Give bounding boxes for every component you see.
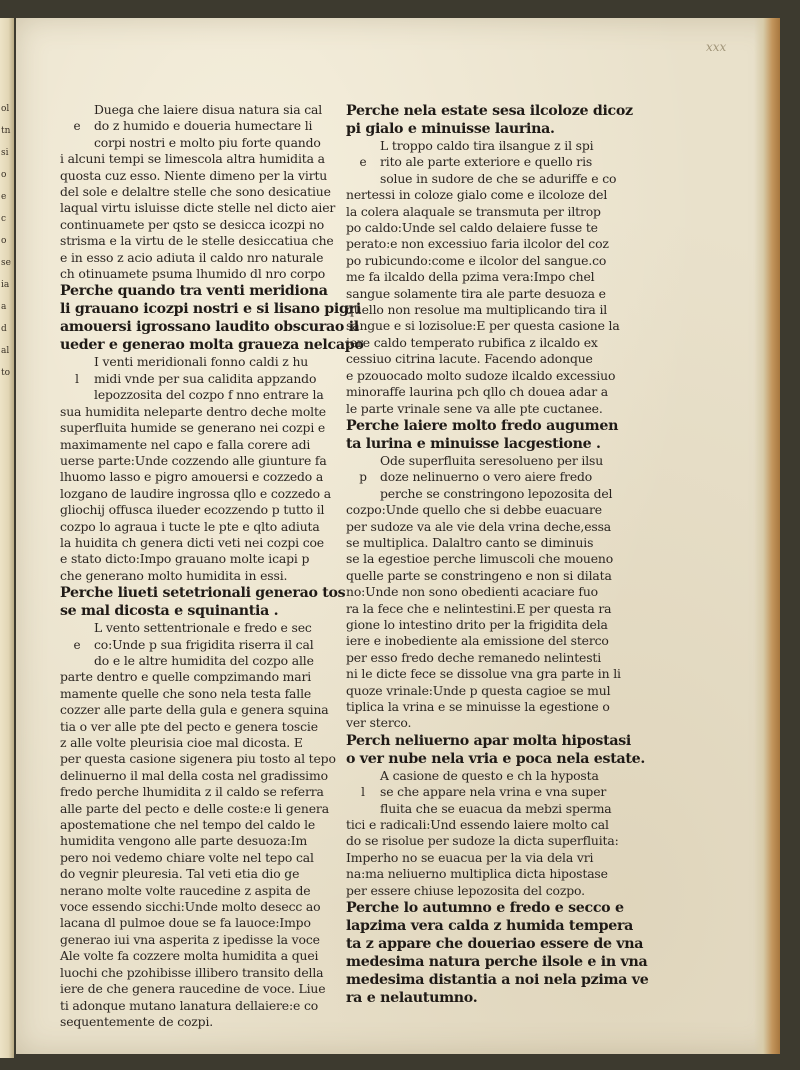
initial-letters [60, 354, 94, 403]
text-line: del sole e delaltre stelle che sono desicatiue [60, 184, 331, 200]
initial-letter [60, 387, 94, 403]
text-line: pero noi vedemo chiare volte nel tepo cal [60, 849, 314, 865]
folio-number: xxx [706, 40, 727, 54]
chapter-heading: pi gialo e minuisse laurina. [346, 121, 555, 137]
text-line: e pzouocado molto sudoze ilcaldo excessiuo [346, 367, 616, 383]
text-line: Imperho no se euacua per la via dela vri [346, 849, 594, 865]
chapter-heading: Perche nela estate sesa ilcoloze dicoz [346, 103, 633, 119]
text-line: e stato dicto:Impo grauano molte icapi p [60, 551, 310, 567]
text-line: sangue e si lozisolue:E per questa casione la [346, 318, 620, 334]
chapter-heading: ra e nelautumno. [346, 990, 478, 1007]
text-line: che generano molto humidita in essi. [60, 567, 288, 583]
text-line: sequentemente de cozpi. [60, 1013, 214, 1029]
text-line: per essere chiuse lepozosita del cozpo. [346, 882, 585, 898]
initial-letter [346, 801, 380, 817]
text-line: no:Unde non sono obedienti acaciare fuo [346, 584, 598, 600]
chapter-heading: se mal dicosta e squinantia . [60, 603, 279, 620]
text-line: delinuerno il mal della costa nel gradissimo [60, 767, 328, 783]
text-line: perche se constringono lepozosita del [380, 485, 613, 501]
text-line: cessiuo citrina lacute. Facendo adonque [346, 351, 593, 367]
text-line: luochi che pzohibisse illibero transito della [60, 964, 324, 980]
initial-letters [60, 620, 94, 669]
text-line: tiplica la vrina e se minuisse la egestione o [346, 699, 610, 714]
text-line: cozzer alle parte della gula e genera squina [60, 702, 329, 718]
initial-block [346, 452, 613, 502]
initial-letter [346, 171, 380, 187]
text-line: quoze vrinale:Unde p questa cagioe se mul [346, 682, 611, 698]
text-line: ni le dicte fece se dissolue vna gra parte in li [346, 666, 621, 682]
text-line: per questa casione sigenera piu tosto al tepo [60, 751, 336, 767]
text-line: tici e radicali:Und essendo laiere molto cal [346, 817, 609, 833]
text-line: z alle volte pleurisia cioe mal dicosta. E [60, 735, 303, 750]
initial-letter: l [75, 371, 79, 386]
text-line: ti adonque mutano lanatura dellaiere:e co [60, 997, 319, 1013]
text-line: do z humido e doueria humectare li [94, 118, 313, 134]
text-line: iere e inobediente ala emissione del sterco [346, 633, 609, 649]
text-line: doze nelinuerno o vero aiere fredo [380, 469, 593, 485]
initial-letter [60, 102, 94, 118]
text-line: lepozzosita del cozpo f nno entrare la [94, 387, 324, 403]
text-line: voce essendo sicchi:Unde molto desecc ao [60, 899, 321, 915]
initial-letter [60, 354, 94, 370]
text-line: per sudoze va ale vie dela vrina deche,essa [346, 518, 612, 534]
text-line: fredo perche lhumidita z il caldo se referra [60, 784, 324, 800]
initial-letter: l [361, 785, 365, 800]
text-line: per esso fredo deche remanedo nelintesti [346, 649, 602, 665]
chapter-heading: ta z appare che doueriao essere de vna [346, 936, 644, 953]
manuscript-page [16, 18, 780, 1054]
chapter-heading: Perche lo autumno e fredo e secco e [346, 900, 624, 917]
initial-letters [346, 768, 380, 817]
chapter-heading: medesima natura perche ilsole e in vna [346, 954, 648, 971]
text-line: cozpo:Unde quello che si debbe euacuare [346, 502, 602, 518]
text-line: quelle parte se constringeno e non si dilata [346, 567, 612, 583]
text-line: Ale volte fa cozzere molta humidita a quei [60, 948, 319, 964]
text-line: A casione de questo e ch la hyposta [380, 767, 599, 783]
initial-letters [60, 102, 94, 151]
initial-letter: e [73, 119, 81, 134]
initial-letter [346, 486, 380, 502]
text-line: laqual virtu isluisse dicte stelle nel dicto aier [60, 200, 336, 216]
text-line: la huidita ch genera dicti veti nei cozpi coe [60, 534, 324, 550]
initial-letter [346, 453, 380, 469]
text-line: co:Unde p sua frigidita riserra il cal [94, 636, 314, 652]
chapter-heading: Perch neliuerno apar molta hipostasi [346, 732, 632, 749]
text-line: Ode superfluita seresolueno per ilsu [380, 452, 604, 468]
text-line: I venti meridionali fonno caldi z hu [94, 354, 309, 370]
text-line: superfluita humide se generano nei cozpi e [60, 420, 326, 436]
text-line: do vegnir pleuresia. Tal veti etia dio ge [60, 866, 300, 882]
text-line: uerse parte:Unde cozzendo alle giunture fa [60, 452, 327, 468]
chapter-heading: o ver nube nela vria e poca nela estate. [346, 750, 645, 767]
text-line: fluita che se euacua da mebzi sperma [380, 800, 612, 816]
text-line: po rubicundo:come e ilcolor del sangue.co [346, 252, 607, 268]
text-line: se multiplica. Dalaltro canto se diminuis [346, 534, 594, 550]
initial-letter [60, 653, 94, 669]
text-line: strisma e la virtu de le stelle desiccatiua che [60, 233, 334, 249]
text-line: ver sterco. [346, 715, 412, 731]
text-line: lacana dl pulmoe doue se fa lauoce:Impo [60, 915, 311, 931]
text-line: lhuomo lasso e pigro amouersi e cozzedo a [60, 469, 324, 485]
text-line: le parte vrinale sene va alle pte cuctanee. [346, 400, 603, 416]
chapter-heading: ueder e generao molta graueza nelcapo [60, 337, 364, 354]
text-line: iere de che genera raucedine de voce. Liue [60, 981, 326, 997]
text-line: sangue solamente tira ale parte desuoza e [346, 285, 606, 301]
text-line: maximamente nel capo e falla corere adi [60, 436, 311, 452]
text-line: L vento settentrionale e fredo e sec [94, 620, 312, 636]
initial-letters [346, 138, 380, 187]
text-line: na:ma neliuerno multiplica dicta hipostase [346, 866, 608, 882]
text-line: do se risolue per sudoze la dicta superfluita: [346, 833, 619, 849]
text-line: se che appare nela vrina e vna super [380, 784, 607, 800]
left-column [60, 102, 364, 1030]
page-right-edge [754, 18, 780, 1054]
text-line: Duega che laiere disua natura sia cal [94, 102, 323, 117]
text-line: i alcuni tempi se limescola altra humidita a [60, 151, 325, 167]
initial-letter: e [359, 155, 367, 170]
text-line: nerano molte volte raucedine z aspita de [60, 882, 311, 898]
text-line: po caldo:Unde sel caldo delaiere fusse te [346, 220, 598, 236]
initial-letter: e [73, 637, 81, 652]
text-line: humidita vengono alle parte desuoza:Im [60, 833, 308, 849]
text-line: midi vnde per sua calidita appzando [94, 370, 317, 386]
chapter-heading: amouersi igrossano laudito obscurao il [60, 319, 359, 336]
text-line: rito ale parte exteriore e quello ris [380, 154, 593, 170]
text-line: alle parte del pecto e delle coste:e li genera [60, 800, 329, 816]
text-line: cozpo lo agraua i tucte le pte e qlto adiuta [60, 518, 320, 534]
initial-block [346, 768, 610, 817]
chapter-heading: Perche laiere molto fredo augumen [346, 417, 619, 434]
text-line: quosta cuz esso. Niente dimeno per la virtu [60, 167, 328, 183]
text-line: gione lo intestino drito per la frigidita dela [346, 616, 608, 632]
text-line: quello non resolue ma multiplicando tira il [346, 302, 608, 318]
text-line: me fa ilcaldo della pzima vera:Impo chel [346, 269, 595, 285]
text-line: minoraffe laurina pch qllo ch douea adar a [346, 384, 609, 400]
chapter-heading: Perche liueti setetrionali generao tos [60, 585, 346, 602]
text-line: perato:e non excessiuo faria ilcolor del coz [346, 236, 609, 252]
text-line: se la egestioe perche limuscoli che moueno [346, 551, 614, 567]
initial-block [346, 138, 617, 187]
text-line: gliochij offusca ilueder ecozzendo p tutto il [60, 502, 325, 518]
text-line: ch otinuamete psuma lhumido dl nro corpo [60, 266, 326, 282]
text-line: sua humidita neleparte dentro deche molte [60, 403, 326, 419]
text-line: nertessi in coloze gialo come e ilcoloze del [346, 187, 608, 203]
chapter-heading: lapzima vera calda z humida tempera [346, 918, 634, 935]
text-line: e in esso z acio adiuta il caldo nro naturale [60, 249, 324, 265]
text-line: do e le altre humidita del cozpo alle [94, 652, 314, 668]
initial-letter: p [359, 470, 367, 485]
chapter-heading: Perche quando tra venti meridiona [60, 283, 328, 300]
text-line: apostematione che nel tempo del caldo le [60, 817, 316, 833]
initial-block [60, 354, 322, 403]
chapter-heading: li grauano icozpi nostri e si lisano pigri [60, 301, 361, 318]
initial-letter [346, 138, 380, 154]
initial-letter [60, 135, 94, 151]
initial-letters [346, 453, 380, 502]
text-line: parte dentro e quelle compzimando mari [60, 669, 312, 685]
text-line: ra la fece che e nelintestini.E per questa ra [346, 600, 612, 616]
facing-page-edge [0, 18, 14, 1058]
text-line: generao iui vna asperita z ipedisse la voce [60, 931, 320, 947]
text-line: la colera alaquale se transmuta per iltrop [346, 203, 601, 219]
text-line: iere caldo temperato rubifica z ilcaldo ex [346, 334, 598, 350]
chapter-heading: medesima distantia a noi nela pzima ve [346, 972, 649, 989]
text-line: tia o ver alle pte del pecto e genera toscie [60, 718, 318, 734]
text-line: L troppo caldo tira ilsangue z il spi [380, 138, 594, 153]
text-line: corpi nostri e molto piu forte quando [94, 134, 321, 150]
text-line: lozgano de laudire ingrossa qllo e cozzedo a [60, 485, 332, 501]
facing-page-fragment: oltnsioecoseiaadalto [1, 104, 11, 378]
initial-block [60, 620, 322, 669]
text-line: solue in sudore de che se aduriffe e co [380, 170, 617, 186]
right-column [346, 102, 649, 1007]
initial-block [60, 102, 322, 151]
chapter-heading: ta lurina e minuisse lacgestione . [346, 435, 601, 452]
initial-letter [60, 620, 94, 636]
initial-letter [346, 768, 380, 784]
text-line: mamente quelle che sono nela testa falle [60, 685, 312, 701]
text-line: continuamete per qsto se desicca icozpi no [60, 216, 325, 232]
